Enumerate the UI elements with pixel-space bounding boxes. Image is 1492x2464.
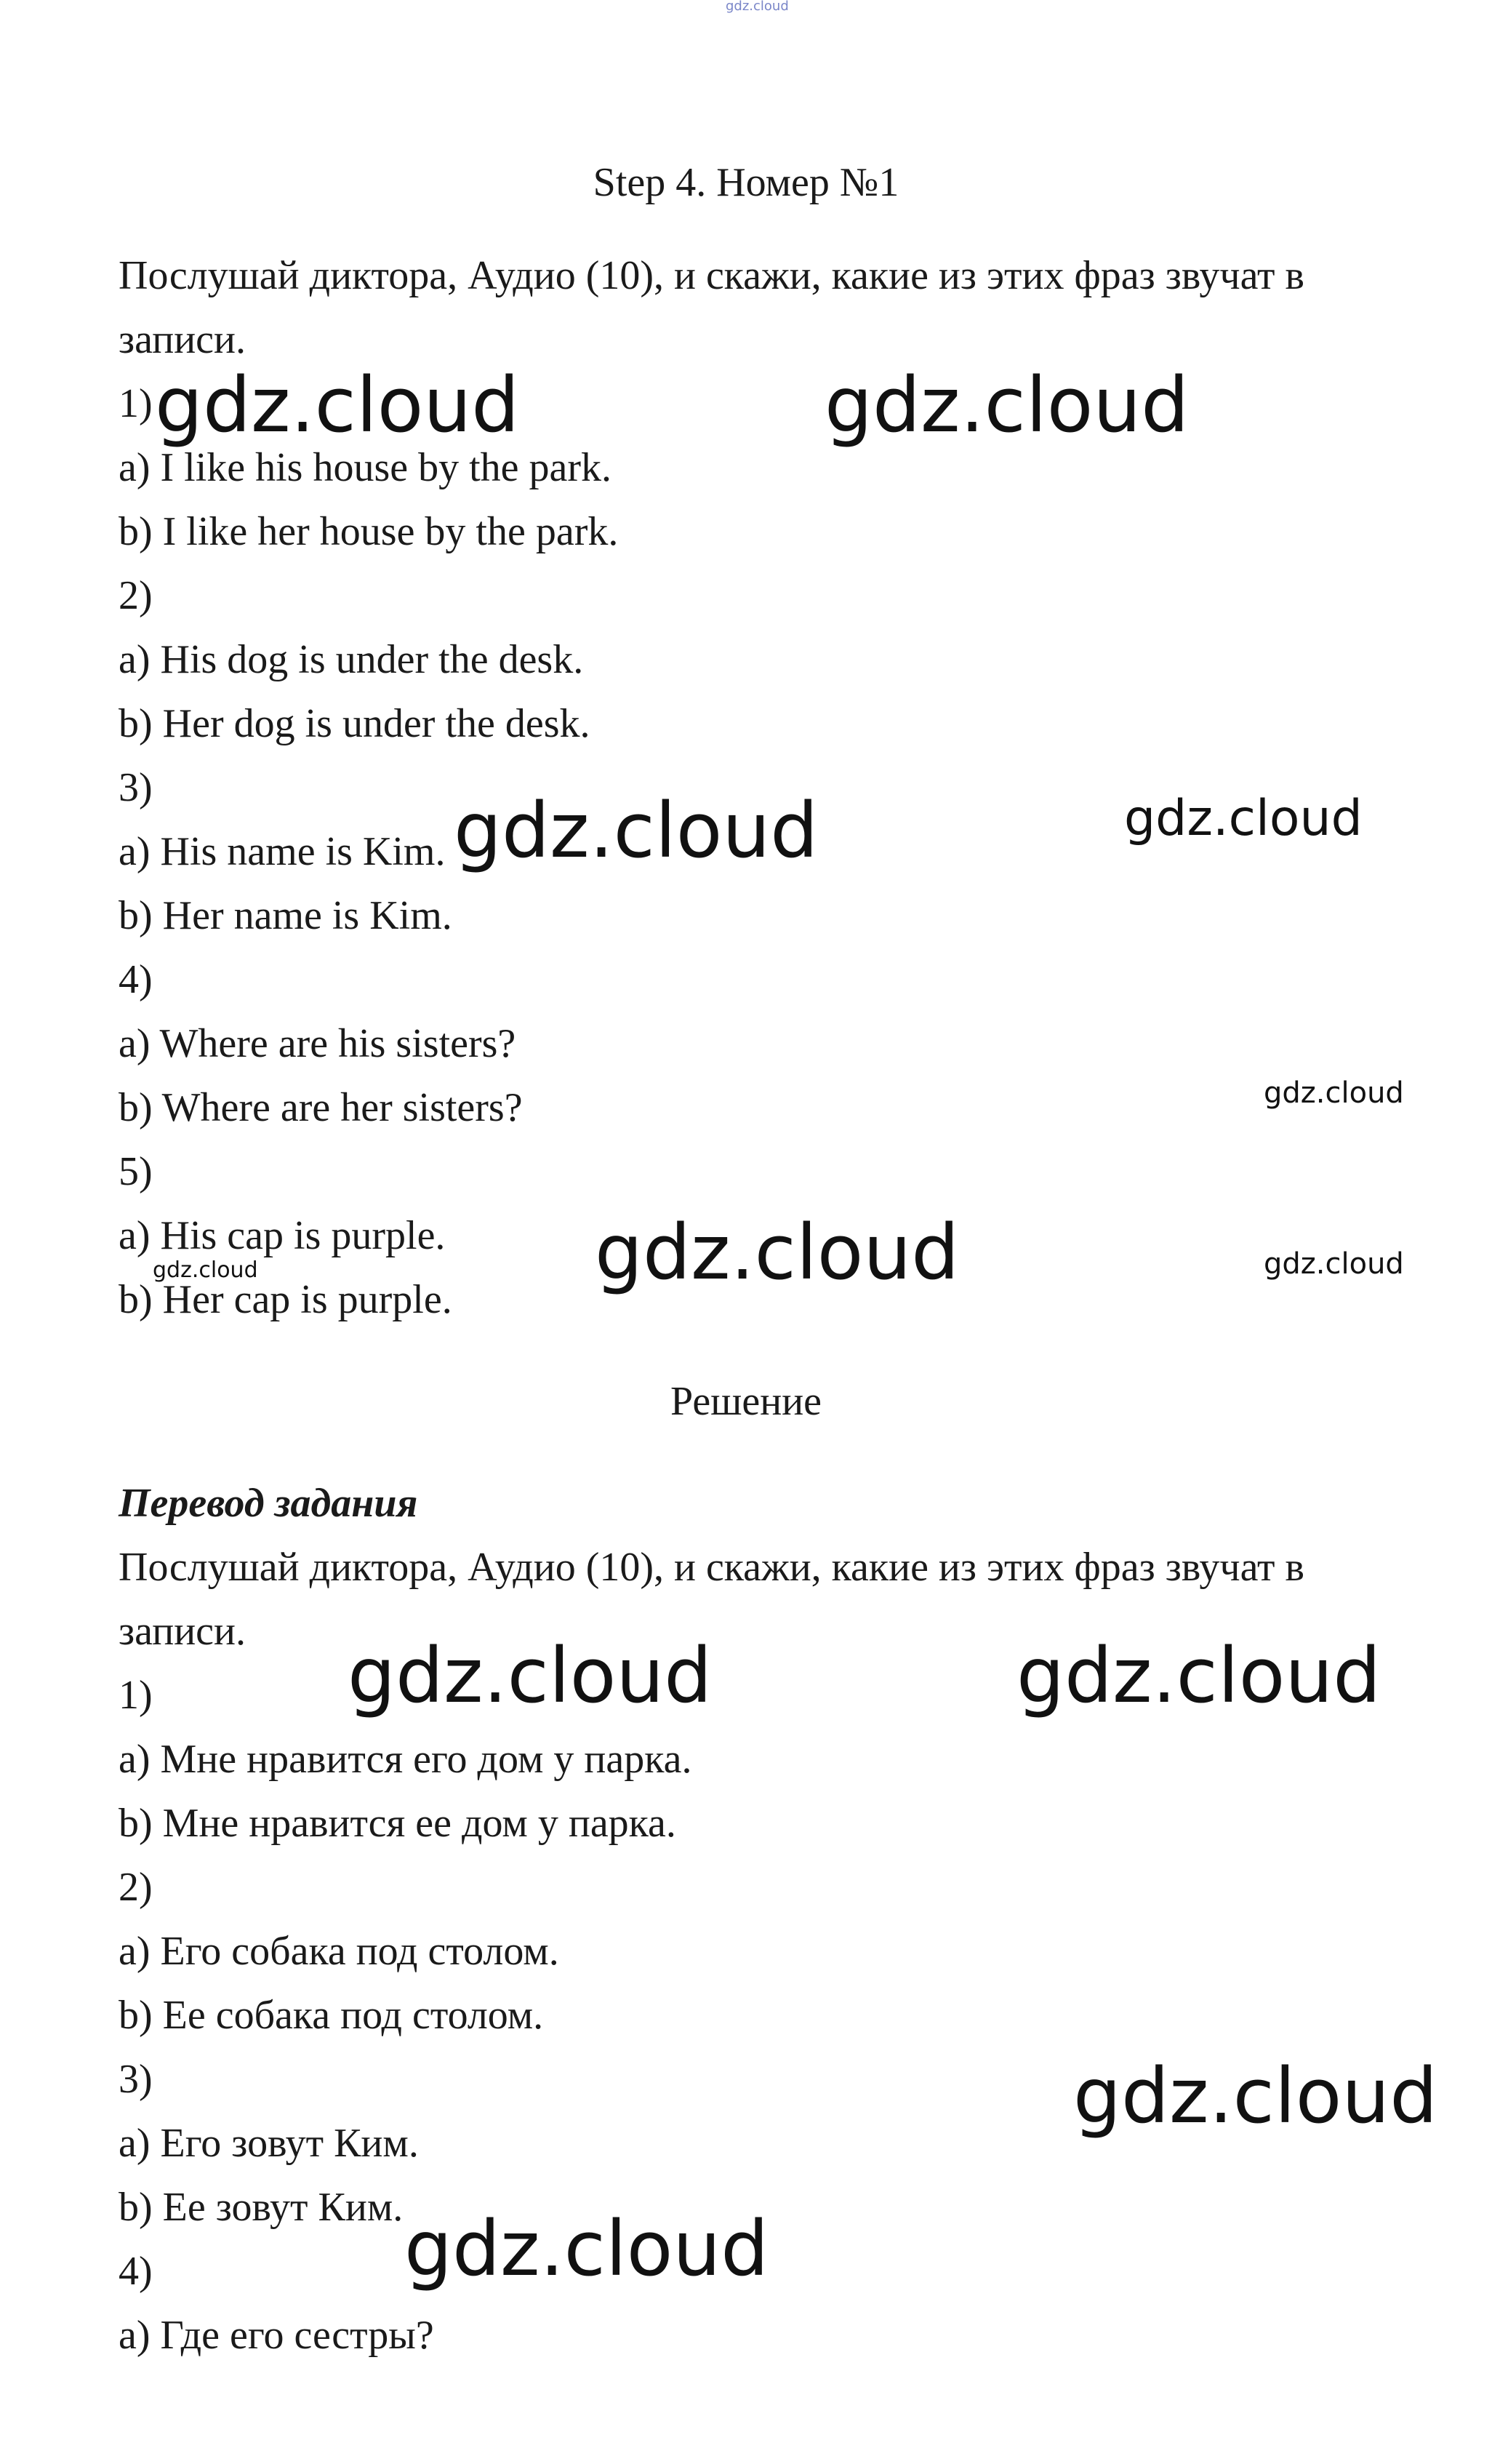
task-item-4-option-b: b) Where are her sisters? — [119, 1085, 523, 1130]
watermark: gdz.cloud — [153, 1257, 258, 1283]
task-item-5-option-b: b) Her cap is purple. — [119, 1277, 452, 1322]
translation-intro-line-1: Послушай диктора, Аудио (10), и скажи, какие из этих фраз звучат в — [119, 1545, 1304, 1590]
translation-item-1-option-a: a) Мне нравится его дом у парка. — [119, 1737, 692, 1782]
task-item-2-number: 2) — [119, 573, 153, 618]
task-item-2-option-b: b) Her dog is under the desk. — [119, 701, 590, 746]
translation-intro-line-2: записи. — [119, 1609, 246, 1654]
translation-item-2-option-b: b) Ее собака под столом. — [119, 1993, 544, 2038]
watermark: gdz.cloud — [454, 786, 819, 875]
task-item-1-number: 1) — [119, 381, 153, 426]
watermark: gdz.cloud — [825, 361, 1190, 449]
task-intro-line-1: Послушай диктора, Аудио (10), и скажи, какие из этих фраз звучат в — [119, 253, 1304, 298]
task-item-3-option-b: b) Her name is Kim. — [119, 893, 452, 938]
task-item-5-number: 5) — [119, 1149, 153, 1194]
task-item-1-option-b: b) I like her house by the park. — [119, 509, 619, 554]
task-item-5-option-a: a) His cap is purple. — [119, 1213, 446, 1258]
watermark: gdz.cloud — [1124, 790, 1363, 847]
task-item-4-option-a: a) Where are his sisters? — [119, 1021, 516, 1066]
watermark: gdz.cloud — [404, 2204, 769, 2293]
translation-item-4-number: 4) — [119, 2249, 153, 2294]
translation-item-1-option-b: b) Мне нравится ее дом у парка. — [119, 1801, 676, 1846]
task-item-3-option-a: a) His name is Kim. — [119, 829, 446, 874]
watermark: gdz.cloud — [726, 0, 789, 14]
task-item-4-number: 4) — [119, 957, 153, 1002]
watermark: gdz.cloud — [1264, 1247, 1404, 1281]
task-intro-line-2: записи. — [119, 317, 246, 362]
watermark: gdz.cloud — [1264, 1076, 1404, 1110]
watermark: gdz.cloud — [1016, 1631, 1381, 1720]
translation-item-1-number: 1) — [119, 1673, 153, 1718]
translation-item-2-option-a: a) Его собака под столом. — [119, 1929, 559, 1974]
solution-heading: Решение — [670, 1379, 822, 1424]
translation-item-2-number: 2) — [119, 1865, 153, 1910]
translation-item-3-option-b: b) Ее зовут Ким. — [119, 2185, 404, 2230]
watermark: gdz.cloud — [155, 361, 520, 449]
watermark: gdz.cloud — [1073, 2052, 1438, 2140]
page-title: Step 4. Номер №1 — [593, 160, 899, 205]
task-item-2-option-a: a) His dog is under the desk. — [119, 637, 584, 682]
watermark: gdz.cloud — [595, 1208, 960, 1297]
watermark: gdz.cloud — [348, 1631, 713, 1720]
translation-item-4-option-a: a) Где его сестры? — [119, 2313, 434, 2358]
translation-item-3-option-a: a) Его зовут Ким. — [119, 2121, 419, 2166]
task-item-3-number: 3) — [119, 765, 153, 810]
translation-heading: Перевод задания — [119, 1481, 418, 1526]
task-item-1-option-a: a) I like his house by the park. — [119, 445, 612, 490]
translation-item-3-number: 3) — [119, 2057, 153, 2102]
